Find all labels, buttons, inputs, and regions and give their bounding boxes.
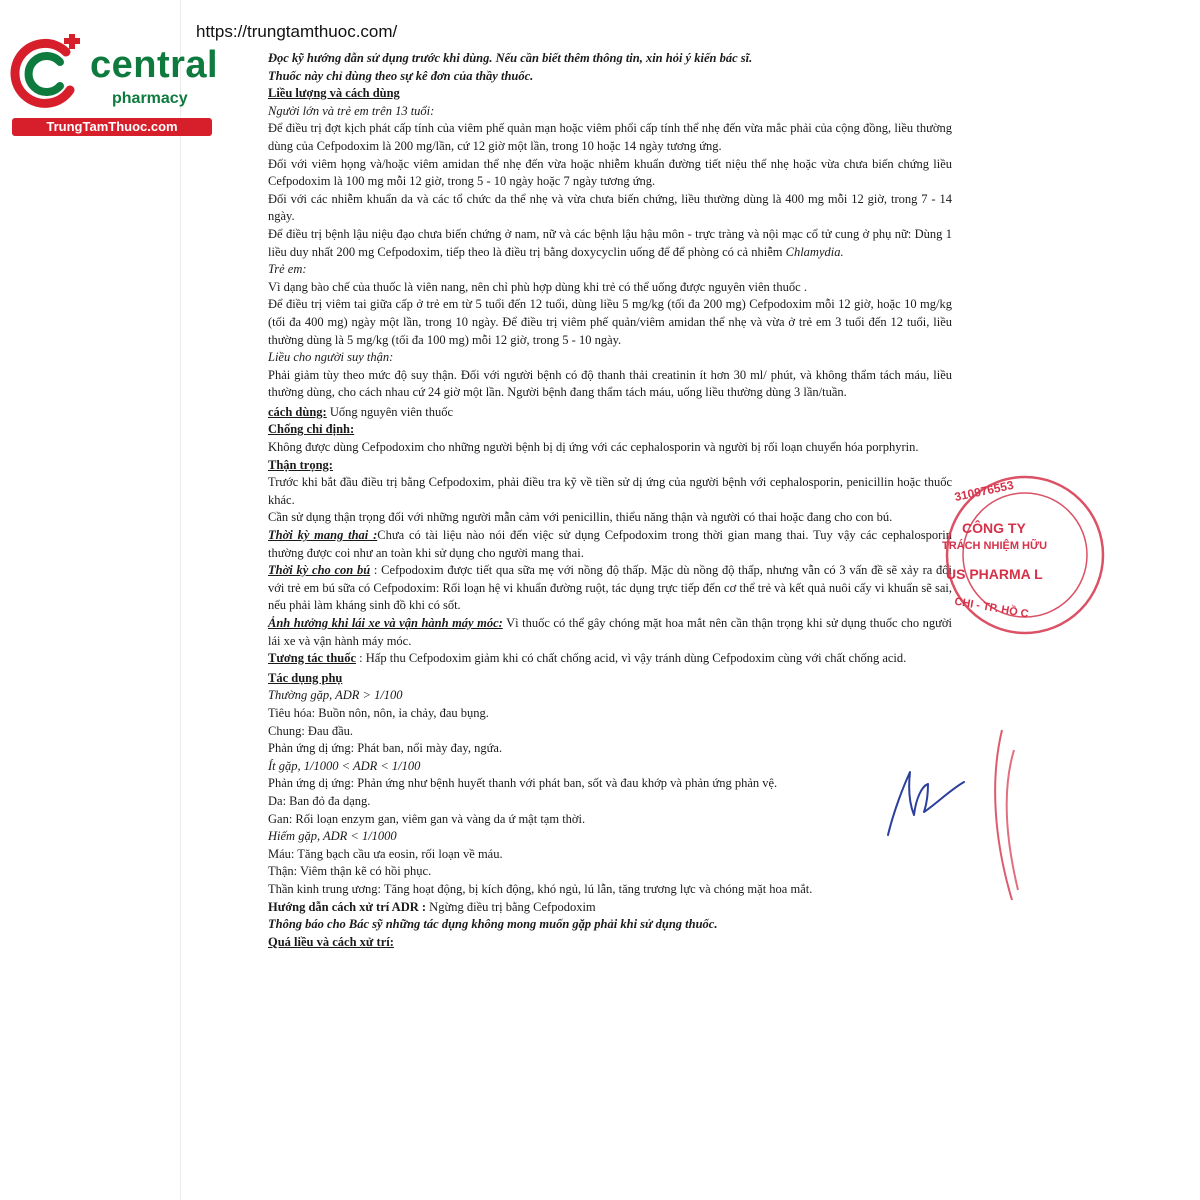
paragraph-allergy-history: Trước khi bắt đầu điều trị bằng Cefpodoxim, phải điều tra kỹ về tiền sử dị ứng của người bệnh với cephalosporin, penicillin hoặc thuốc khác. xyxy=(268,475,952,507)
logo-mark-icon xyxy=(8,34,88,114)
paragraph-adr-management xyxy=(268,899,952,917)
heading-precautions: Thận trọng: xyxy=(268,457,333,472)
logo-banner: TrungTamThuoc.com xyxy=(12,118,212,136)
paragraph-interactions xyxy=(268,650,952,668)
side-effect-digestive: Tiêu hóa: Buồn nôn, nôn, ỉa chảy, đau bụng. xyxy=(268,705,489,720)
pregnancy-text: Chưa có tài liệu nào nói đến việc sử dụng Cefpodoxim trong thời gian mang thai. Tuy vậy các cephalosporin thường được coi như an toàn khi sử dụng cho người mang thai. xyxy=(268,528,952,560)
side-effect-liver: Gan: Rối loạn enzym gan, viêm gan và vàng da ứ mật tạm thời. xyxy=(268,811,586,826)
interactions-text: : Hấp thu Cefpodoxim giảm khi có chất chống acid, vì vậy tránh dùng Cefpodoxim cùng với chất chống acid. xyxy=(356,651,907,666)
document-body xyxy=(268,50,952,951)
logo-subtitle: pharmacy xyxy=(112,90,188,107)
heading-overdose: Quá liều và cách xử trí: xyxy=(268,934,394,949)
side-effect-skin: Da: Ban đỏ đa dạng. xyxy=(268,793,371,808)
driving-text: Vì thuốc có thể gây chóng mặt hoa mắt nên cần thận trọng khi sử dụng thuốc cho người lái xe và vận hành máy móc. xyxy=(268,616,952,648)
heading-side-effects: Tác dụng phụ xyxy=(268,670,343,685)
label-lactation: Thời kỳ cho con bú xyxy=(268,563,371,578)
heading-dosage: Liều lượng và cách dùng xyxy=(268,86,400,101)
paragraph-usage xyxy=(268,404,952,422)
page-edge xyxy=(180,0,181,1200)
stamp-tax-code: 310976553 xyxy=(953,477,1015,505)
subheading-renal: Liều cho người suy thận: xyxy=(268,350,394,365)
subheading-children: Trẻ em: xyxy=(268,262,307,277)
side-effect-serum-sickness: Phản ứng dị ứng: Phản ứng như bệnh huyết thanh với phát ban, sốt và đau khớp và phản ứng phản vệ. xyxy=(268,776,778,791)
subheading-rare: Hiếm gặp, ADR < 1/1000 xyxy=(268,829,397,844)
label-usage: cách dùng: xyxy=(268,404,327,419)
side-effect-general: Chung: Đau đầu. xyxy=(268,723,354,738)
paragraph-skin-infection: Đối với các nhiễm khuẩn da và các tổ chức da thể nhẹ và vừa chưa biến chứng, liều thường dùng là 400 mg mỗi 12 giờ, trong 7 - 14 ngày. xyxy=(268,191,952,224)
usage-text: Uống nguyên viên thuốc xyxy=(326,404,454,419)
label-driving: Ảnh hưởng khi lái xe và vận hành máy móc: xyxy=(268,616,503,630)
stamp-city: CHI - TP. HỒ C xyxy=(953,595,1030,621)
label-adr: Hướng dẫn cách xử trí ADR : xyxy=(268,899,427,914)
paragraph-otitis: Để điều trị viêm tai giữa cấp ở trẻ em từ 5 tuổi đến 12 tuổi, dùng liều 5 mg/kg (tối đa 200 mg) Cefpodoxim mỗi 12 giờ, hoặc 10 mg/kg (tối đa 400 mg) ngày một lần, trong 10 ngày. Để điều trị viêm phế quản/viêm amidan thể nhẹ và vừa ở trẻ em 3 tuổi đến 12 tuổi, liều thường dùng là 5 mg/kg (tối đa 100 mg) mỗi 12 giờ, trong 5 - 10 ngày. xyxy=(268,297,952,347)
side-effect-blood: Máu: Tăng bạch cầu ưa eosin, rối loạn về máu. xyxy=(268,846,503,861)
gonorrhea-text: Để điều trị bệnh lậu niệu đạo chưa biến chứng ở nam, nữ và các bệnh lậu hậu môn - trực tràng và nội mạc cổ tử cung ở phụ nữ: Dùng 1 liều duy nhất 200 mg Cefpodoxim, tiếp theo là điều trị bằng doxycyclin uống để để phòng có cả nhiễm xyxy=(268,226,952,259)
paragraph-bronchitis: Để điều trị đợt kịch phát cấp tính của viêm phế quản mạn hoặc viêm phổi cấp tính thể nhẹ đến vừa mắc phải của cộng đồng, liều thường dùng của Cefpodoxim là 200 mg/lần, cứ 12 giờ một lần, trong 10 hoặc 14 ngày tương ứng. xyxy=(268,121,952,153)
stamp-liability: TRÁCH NHIỆM HỮU xyxy=(942,540,1048,552)
stamp-pharma: US PHARMA L xyxy=(946,566,1043,582)
stamp-fragment-icon xyxy=(972,720,1022,910)
paragraph-contraindications: Không được dùng Cefpodoxim cho những người bệnh bị dị ứng với các cephalosporin và người bị rối loạn chuyển hóa porphyrin. xyxy=(268,440,919,455)
notify-doctor: Thông báo cho Bác sỹ những tác dụng không mong muốn gặp phải khi sử dụng thuốc. xyxy=(268,917,718,932)
paragraph-capsule-note: Vì dạng bào chế của thuốc là viên nang, nên chỉ phù hợp dùng khi trẻ có thể uống được nguyên viên thuốc . xyxy=(268,279,807,294)
warning-read-leaflet: Đọc kỹ hướng dẫn sử dụng trước khi dùng. Nếu cần biết thêm thông tin, xin hỏi ý kiến bác sĩ. xyxy=(268,51,753,65)
side-effect-kidney: Thận: Viêm thận kẽ có hồi phục. xyxy=(268,864,432,879)
signature-icon xyxy=(880,760,970,850)
central-pharmacy-logo[interactable] xyxy=(8,34,218,138)
paragraph-caution-groups: Cần sử dụng thận trọng đối với những người mẫn cảm với penicillin, thiểu năng thận và người có thai hoặc đang cho con bú. xyxy=(268,510,893,525)
side-effect-cns: Thần kinh trung ương: Tăng hoạt động, bị kích động, khó ngủ, lú lẫn, tăng trương lực và chóng mặt hoa mắt. xyxy=(268,881,813,896)
chlamydia-text: Chlamydia. xyxy=(785,244,844,259)
source-url[interactable]: https://trungtamthuoc.com/ xyxy=(196,22,398,41)
paragraph-driving xyxy=(268,615,952,650)
stamp-company: CÔNG TY xyxy=(962,520,1026,536)
paragraph-gonorrhea xyxy=(268,226,952,261)
logo-name: central xyxy=(90,44,219,86)
paragraph-lactation xyxy=(268,562,952,615)
paragraph-pharyngitis: Đối với viêm họng và/hoặc viêm amidan thể nhẹ đến vừa hoặc nhiễm khuẩn đường tiết niệu thể nhẹ hoặc vừa chưa biến chứng liều Cefpodoxim là 100 mg mỗi 12 giờ, trong 5 - 10 ngày hoặc 7 ngày tương ứng. xyxy=(268,156,952,189)
subheading-adults: Người lớn và trẻ em trên 13 tuổi: xyxy=(268,103,435,118)
label-interactions: Tương tác thuốc xyxy=(268,651,357,666)
label-pregnancy: Thời kỳ mang thai : xyxy=(268,528,378,543)
adr-text: Ngừng điều trị bằng Cefpodoxim xyxy=(426,899,596,914)
side-effect-allergy: Phản ứng dị ứng: Phát ban, nổi mày đay, ngứa. xyxy=(268,741,503,756)
lactation-text: : Cefpodoxim được tiết qua sữa mẹ với nồng độ thấp. Mặc dù nồng độ thấp, nhưng vẫn có 3 vấn đề sẽ xảy ra đối với trẻ em bú sữa có Cefpodoxim: Rối loạn hệ vi khuẩn đường ruột, tác dụng trực tiếp đến cơ thể trẻ và kết quả nuôi cấy vi khuẩn sẽ sai, nếu phải làm kháng sinh đồ khi có sốt. xyxy=(268,563,952,613)
subheading-uncommon: Ít gặp, 1/1000 < ADR < 1/100 xyxy=(268,758,421,773)
heading-contraindications: Chống chỉ định: xyxy=(268,422,355,437)
company-stamp xyxy=(940,470,1110,640)
paragraph-renal: Phải giảm tùy theo mức độ suy thận. Đối với người bệnh có độ thanh thải creatinin ít hơn 30 ml/ phút, và không thẩm tách máu, liều thường dùng, cho cách nhau cứ 24 giờ một lần. Người bệnh đang thẩm tách máu, uống liều thường dùng 3 lần/tuần. xyxy=(268,367,952,400)
subheading-common: Thường gặp, ADR > 1/100 xyxy=(268,688,403,703)
paragraph-pregnancy xyxy=(268,527,952,562)
warning-prescription: Thuốc này chỉ dùng theo sự kê đơn của thầy thuốc. xyxy=(268,68,534,83)
